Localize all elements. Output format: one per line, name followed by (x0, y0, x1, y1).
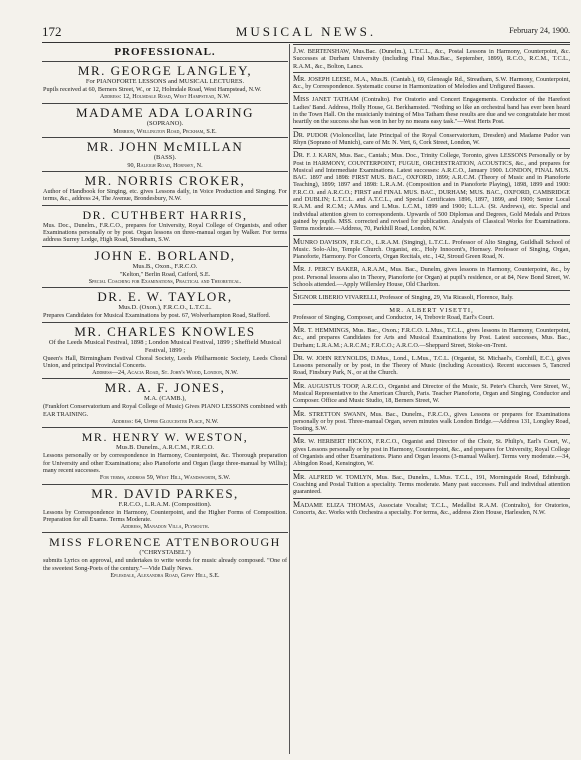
professional-ad (293, 434, 570, 469)
ad-text: ISS JANET TATHAM (Contralto). For Oratorio and Concert Engagements. Conductor of the Harefoot Ladies' Band. Address, Holly House, Gt. Berkhamsted. "Nothing so like an orchestral band has ever been heard in the Town Hall. On the musicianly training of Miss Tatham these results are due and we congratulate her most heartily on the success she has won in her by no means easy task."—West Herts Post. (293, 96, 570, 126)
professional-ad (293, 498, 570, 519)
ad-initial: M (293, 73, 301, 83)
page-header (42, 24, 570, 40)
column-divider (289, 44, 290, 754)
ad-text: R. STRETTON SWANN, Mus. Bac., Dunelm., F.R.C.O., gives Lessons or prepares for Examinations personally or by post. Three-manual Organ, seven minutes walk London Bridge.—Address 131, Longley Road, Tooting, S.W. (293, 410, 570, 433)
ad-name: DR. E. W. TAYLOR, (97, 289, 233, 305)
right-column (293, 44, 570, 754)
ad-initial: D (293, 150, 299, 160)
ad-body: Lessons personally or by correspondence in Harmony, Counterpoint, &c. Thorough preparation for University and other Examinations; also Pianoforte and Organ (large three-manual by Willis); many recent successes. (43, 452, 287, 474)
ad-address: Special Coaching for Examinations, Practical and Theoretical. (88, 277, 242, 285)
ad-body (293, 314, 570, 321)
professional-ad (42, 246, 288, 288)
ad-initial: M (293, 236, 301, 246)
professional-ad (42, 171, 288, 205)
ad-initial: M (293, 499, 301, 509)
ad-subtitle: Of the Leeds Musical Festival, 1898 ; London Musical Festival, 1899 ; Sheffield Musical Festival, 1899 ; (48, 338, 282, 354)
ad-name: MR. GEORGE LANGLEY, (77, 63, 253, 78)
ad-body (293, 131, 570, 147)
ad-name: MR. HENRY W. WESTON, (81, 430, 249, 445)
ad-initial: M (293, 94, 301, 104)
professional-ad (293, 290, 570, 303)
ad-name: MR. DAVID PARKES, (91, 485, 239, 501)
professional-ad (293, 323, 570, 351)
ad-body: submits Lyrics on approval, and undertakes to write words for music already composed. "One of the sweetest Song-Poets of the century."—Vide Daily News. (43, 557, 287, 572)
ad-initial: M (293, 471, 301, 481)
ad-initial: M (293, 264, 301, 274)
ad-text: R. T. HEMMINGS, Mus. Bac., Oxon.; F.R.C.O. L.Mus., T.C.L., gives lessons in Harmony, Counterpoint, &c., and prepares Candidates for Arts and Musical Examinations by Post. Latest successes, Mus. Bac., Durham; L.R.A.M.; A.R.C.M.; F.R.C.O.; A.R.C.O.—Sheppard Street, Stoke-on-Trent. (293, 326, 570, 349)
professional-ad (293, 235, 570, 263)
ad-text: R. ALFRED W. TOMLYN, Mus. Bac., Dunelm., L.Mus. T.C.L., 191, Morningside Road, Edinburgh. Coaching and Postal Tuition a speciality. Terms moderate. Many past successes. Full and individual attention guaranteed. (293, 473, 570, 496)
ad-name: MR. JOHN McMILLAN (86, 138, 244, 154)
ad-address: Address: 12, Holmdale Road, West Hampstead, N.W. (99, 93, 231, 101)
ad-body: Queen's Hall, Birmingham Festival Choral Society, Leeds Philharmonic Society, Leeds Choral Union, and principal Provincial Concerts. (43, 354, 287, 369)
ad-text: ADAME ELIZA THOMAS, Associate Vocalist; T.C.L., Medallist R.A.M. (Contralto), for Oratorios, Concerts, &c. Works with Orchestra a specialty. For terms, &c., address Zion House, Harlesden, N.W. (293, 501, 570, 516)
left-column (42, 44, 288, 754)
ad-subtitle: M.A. (CAMB.), (143, 395, 187, 403)
ad-name: MR. NORRIS CROKER, (84, 173, 246, 189)
ad-body (293, 151, 570, 232)
ad-body (293, 501, 570, 517)
ad-text: R. J. PERCY BAKER, A.R.A.M., Mus. Bac., Dunelm, gives lessons in Harmony, Counterpoint, &c., by post. Personal lessons also in Theory, Pianoforte (or Organ) at pupil's residence, or at 84, New Bond Street, W. Schools attended.—Apply Willersley House, Old Charlton. (293, 266, 570, 289)
ad-subtitle: (SOPRANO). (146, 119, 184, 127)
ad-body (293, 293, 570, 301)
ad-name: MR. ALBERT VISETTI, (389, 306, 474, 314)
ad-body: "Kelton," Berlin Road, Catford, S.E. (119, 270, 211, 278)
ad-body (293, 75, 570, 91)
ad-name: MISS FLORENCE ATTENBOROUGH (49, 535, 281, 550)
header-rule (42, 42, 570, 43)
ad-address: Eplesdale, Alexandra Road, Gipsy Hill, S.E. (110, 572, 220, 580)
professional-ad (293, 92, 570, 127)
ad-body (293, 354, 570, 377)
ad-body: (Frankfort Conservatorium and Royal College of Music) Gives PIANO LESSONS combined with EAR TRAINING. (43, 403, 287, 418)
ad-body (293, 473, 570, 496)
professional-ad (42, 103, 288, 137)
ad-address: Merrion, Wellington Road, Peckham, S.E. (113, 127, 217, 135)
ad-initial: M (293, 408, 301, 418)
ad-body: Pupils received at 60, Berners Street, W., or 12, Holmdale Road, West Hampstead, N.W. (43, 86, 262, 93)
professional-ad (293, 304, 570, 323)
ad-text: Professor of Singing, Composer, and Conductor, 14, Trebovir Road, Earl's Court. (293, 313, 495, 321)
professional-ad (293, 128, 570, 149)
ad-text: UNRO DAVISON, F.R.C.O., L.R.A.M. (Singing), L.T.C.L. Professor of Alto Singing, Guildhall School of Music. Solo-Alto, Temple Church. Organist, etc., Holy Innocent's, Hornsey. Professor of Singing, Organ, Pianoforte, Harmony. For Concerts, Organ Recitals, etc., 142, Stroud Green Road, N. (293, 238, 570, 261)
ad-body (293, 437, 570, 467)
ad-name: JOHN E. BORLAND, (94, 247, 236, 263)
ad-body (293, 238, 570, 261)
ad-subtitle: Mus.B. Dunelm., A.R.C.M., F.R.C.O. (115, 444, 215, 452)
ad-address: Address—24, Acacia Road, St. John's Wood, London, N.W. (92, 369, 238, 377)
ad-initial: M (293, 436, 301, 446)
ad-body: Author of Handbook for Singing, etc. gives Lessons daily, in Voice Production and Singing. For terms, &c., address 24, The Avenue, Brondesbury, N.W. (43, 188, 287, 203)
ad-initial: S (293, 292, 298, 302)
professional-ad (293, 262, 570, 290)
professional-ad (42, 287, 288, 321)
ad-name: DR. CUTHBERT HARRIS, (82, 207, 248, 222)
professional-ad (42, 205, 288, 246)
ad-initial: D (293, 352, 299, 362)
ad-name: MR. CHARLES KNOWLES (74, 323, 256, 339)
ad-text: R. W. JOHN REYNOLDS, D.Mus., Lond., L.Mus., T.C.L. (Organist, St. Michael's, Cornhill, E.C.), gives Lessons personally or by post, in the Theory of Music (including Acoustics). Recent successes 5, Tancred Road, Finsbury Park, N., or at the Church. (293, 354, 570, 377)
professional-ad (293, 148, 570, 234)
ad-body (293, 47, 570, 70)
ad-subtitle: F.R.C.O., L.R.A.M. (Composition). (118, 500, 212, 508)
ad-subtitle: Mus.B., Oxon., F.R.C.O. (132, 262, 198, 270)
ad-body (293, 326, 570, 349)
professional-ad (293, 407, 570, 435)
ad-body: Mus. Doc., Dunelm., F.R.C.O., prepares for University, Royal College of Organists, and other Examinations personally or by post. Organ lessons on three-manual organ by Walker. For terms address Surrey Lodge, High Road, Streatham, S.W. (43, 221, 287, 244)
ad-name: MR. A. F. JONES, (104, 380, 226, 396)
professional-ad (293, 470, 570, 498)
professional-ad (42, 378, 288, 427)
ad-body (293, 410, 570, 433)
issue-date: February 24, 1900. (509, 26, 570, 35)
masthead-title: MUSICAL NEWS. (235, 24, 377, 39)
ad-text: W. BERTENSHAW, Mus.Bac. (Dunelm.), L.T.C.L., &c., Postal Lessons in Harmony, Counterpoint, &c. Successes at Durham University (including Final Mus.Bac., September, 1899), R.C.O., R.C.M., T.C.L., R.A.M., &c., Bolton, Lancs. (293, 48, 570, 70)
professional-ad (293, 44, 570, 72)
ad-address: Address, Manadon Villa, Plymouth. (120, 523, 210, 531)
ad-subtitle: (BASS). (153, 153, 177, 161)
ad-body: Prepares Candidates for Musical Examinations by post. 67, Wolverhampton Road, Stafford. (43, 312, 271, 320)
ad-subtitle: For PIANOFORTE LESSONS and MUSICAL LECTURES. (85, 78, 245, 85)
page-number: 172 (42, 24, 62, 39)
ad-body: Lessons by Correspondence in Harmony, Counterpoint, and the Higher Forms of Composition. Preparation for all Exams. Terms Moderate. (43, 508, 287, 523)
ad-text: IGNOR LIBERIO VIVARELLI, Professor of Singing, 29, Via Ricasoli, Florence, Italy. (297, 294, 514, 302)
professional-ad (42, 137, 288, 171)
professional-ad (42, 427, 288, 483)
professional-ad (42, 322, 288, 379)
ad-text: R. PUDOR (Violoncellist, late Principal of the Royal Conservatorium, Dresden) and Madame Pudor van Rhyn (Soprano of Munich), care of Mr. N. Vert, 6, Cork Street, London, W. (293, 131, 570, 146)
ad-text: R. AUGUSTUS TOOP, A.R.C.O., Organist and Director of the Music, St. Peter's Church, Vere Street, W., Musical Representative to the American Church, Paris. Teacher Pianoforte, Organ and Singing, Conductor and Composer. Office and Music Studio, 18, Berners Street, W. (293, 382, 570, 405)
ad-initial: M (293, 324, 301, 334)
ad-initial: M (293, 380, 301, 390)
ad-subtitle: Mus.D. (Oxon.), F.R.C.O., L.T.C.L. (118, 304, 212, 312)
professional-ad (293, 351, 570, 379)
ad-name: MADAME ADA LOARING (76, 104, 254, 120)
ad-initial: D (293, 129, 299, 139)
ad-subtitle: ("CHRYSTABEL") (139, 549, 191, 557)
section-title: PROFESSIONAL. (114, 46, 216, 58)
professional-ad (293, 379, 570, 407)
professional-ad (42, 532, 288, 581)
ad-text: R. JOSEPH LEESE, M.A., Mus.B. (Cantab.), 69, Gleneagle Rd., Streatham, S.W. Harmony, Counterpoint, &c., by Correspondence. Systematic course in Harmonization of Melodies and Unfigured Basses. (293, 75, 570, 91)
ad-initial: J. (293, 46, 299, 55)
ad-text: R. F. J. KARN, Mus. Bac., Cantab.; Mus. Doc., Trinity College, Toronto, gives LESSONS Personally or by Post in HARMONY, COUNTERPOINT, FUGUE, ORCHESTRATION, ACOUSTICS, &c., and prepares for Musical and Intermediate Examinations. Latest successes: A.R.C.O., January 1900. LONDON, FINAL MUS. BAC. 1897 and 1898: FIRST MUS. BAC., OXFORD, 1899; A.R.C.M. (Theory of Music and in Pianoforte Teaching), 1899; 1897 and 1898: L.R.A.M. (Composition and in Pianoforte Playing), 1898, 1899 and 1900: F.R.C.O. and A.R.C.O.; FIRST and FINAL MUS. BAC., DURHAM; MUS. BAC., OXFORD, CAMBRIDGE and DUBLIN; L.T.C.L. and A.T.C.L., and Special Certificates 1896, 1897, 1899, and 1900; Senior Local R.A.M. and R.C.M.; A.Mus. and L.Mus. L.C.M., 1899 and 1900; L.L.A. (St. Andrews), etc. Special and individual attention given to correspondents. Upwards of 500 Diplomas and Degrees, Gold Medals and Prizes gained by pupils. MSS. corrected and revised for publication. Analysis of Classical Works for Examinations. Terms moderate.—Address, 70, Parkhill Road, London, N.W. (293, 152, 570, 233)
ad-body (293, 95, 570, 125)
ad-body (293, 382, 570, 405)
ad-text: R. W. HERBERT HICKOX, F.R.C.O., Organist and Director of the Choir, St. Philip's, Earl's Court, W., gives Lessons personally or by post in Harmony, Counterpoint, &c., and prepares for University, Royal College of Organists and other Examinations. Piano and Organ lessons (3-manual Walker). Terms very moderate.—34, Abingdon Road, Kensington, W. (293, 438, 570, 468)
ad-address: Address: 64, Upper Gloucester Place, N.W. (111, 418, 219, 426)
professional-ad (42, 61, 288, 103)
professional-ad (293, 72, 570, 93)
ad-address: For terms, address 59, West Hill, Wandsworth, S.W. (99, 474, 231, 482)
ad-address: 90, Raleigh Road, Hornsey, N. (127, 161, 203, 169)
professional-ad (42, 484, 288, 533)
ad-body (293, 265, 570, 288)
